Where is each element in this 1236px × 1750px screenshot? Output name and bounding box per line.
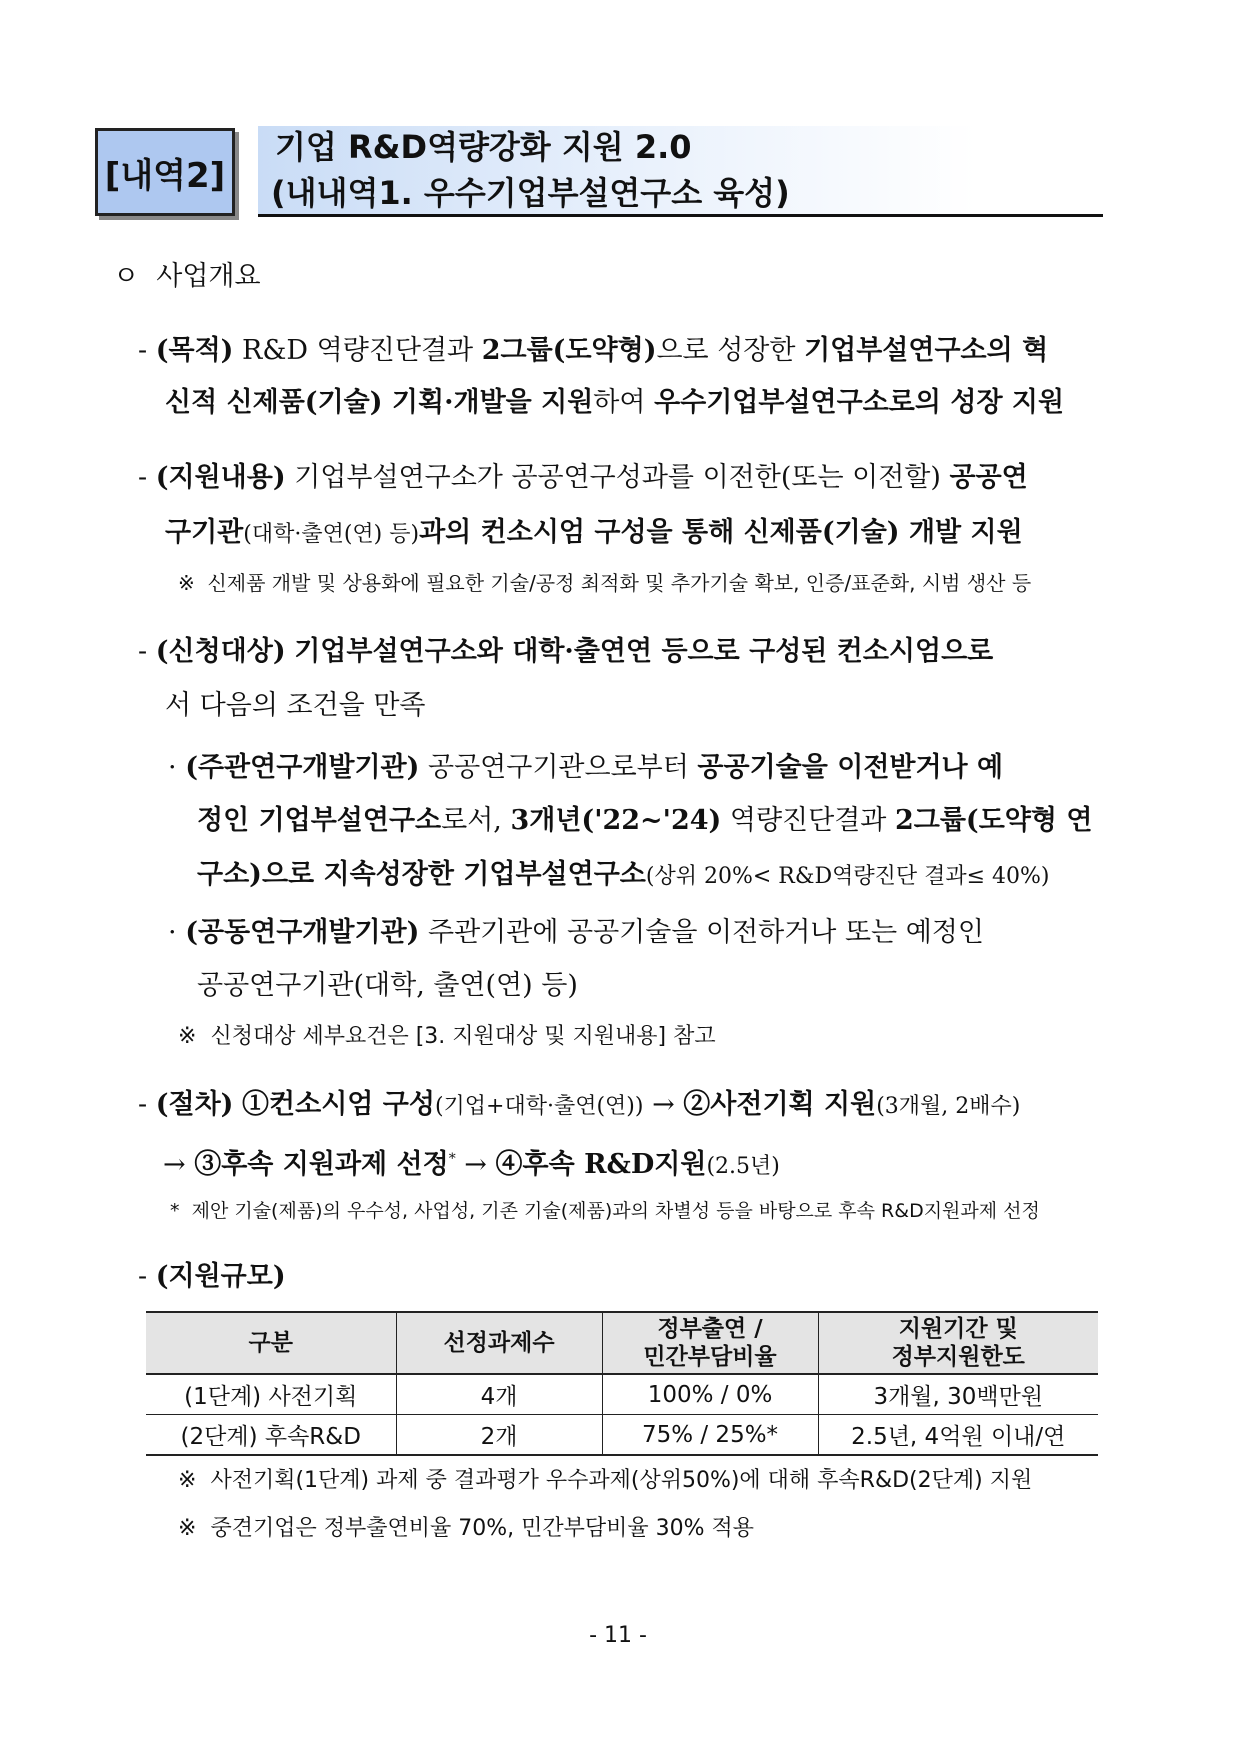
- lead-org-text: 역량진단결과: [729, 805, 887, 836]
- lead-org-text: 로서,: [441, 805, 502, 836]
- table-header: 선정과제수: [396, 1312, 602, 1374]
- table-cell: 4개: [396, 1374, 602, 1415]
- lead-org-line-2: [197, 801, 1092, 841]
- step-detail: (기업+대학·출연(연)): [434, 1094, 644, 1119]
- support-text-small: (대학·출연(연) 등): [243, 522, 420, 547]
- dash: -: [138, 636, 148, 667]
- table-row: [146, 1374, 1098, 1415]
- note-text: 중견기업은 정부출연비율 70%, 민간부담비율 30% 적용: [210, 1516, 754, 1541]
- scale-heading: [138, 1257, 286, 1297]
- table-cell: 3개월, 30백만원: [818, 1374, 1098, 1415]
- note-text: 신제품 개발 및 상용화에 필요한 기술/공정 최적화 및 추가기술 확보, 인증/표준화, 시범 생산 등: [207, 571, 1032, 595]
- lead-org-line-1: [168, 748, 1003, 788]
- purpose-text-bold: 우수기업부설연구소로의 성장 지원: [654, 387, 1065, 418]
- lead-org-text-bold: 구소)으로 지속성장한 기업부설연구소: [197, 859, 646, 890]
- procedure-label: (절차): [155, 1089, 234, 1120]
- purpose-text: 으로 성장한: [656, 335, 796, 366]
- dash: -: [138, 1089, 148, 1120]
- note-text: 사전기획(1단계) 과제 중 결과평가 우수과제(상위50%)에 대해 후속R&D(2단계) 지원: [210, 1468, 1033, 1493]
- lead-org-text-bold: 3개년('22~'24): [510, 805, 722, 836]
- note-mark: ※: [178, 1468, 197, 1493]
- joint-org-text: 공공연구기관(대학, 출연(연) 등): [197, 970, 578, 1001]
- purpose-text: R&D 역량진단결과: [242, 335, 474, 366]
- table-cell: (2단계) 후속R&D: [146, 1415, 396, 1456]
- table-cell: 2개: [396, 1415, 602, 1456]
- note-text: 신청대상 세부요건은 [3. 지원대상 및 지원내용] 참고: [210, 1024, 716, 1049]
- target-label: (신청대상): [155, 636, 286, 667]
- dash: -: [138, 1261, 148, 1292]
- purpose-text-bold: 기업부설연구소의 혁: [804, 335, 1049, 366]
- table-cell: 75% / 25%*: [602, 1415, 818, 1456]
- page-title: 기업 R&D역량강화 지원 2.0: [275, 128, 692, 166]
- table-header: 지원기간 및 정부지원한도: [818, 1312, 1098, 1374]
- support-text-bold: 공공연: [949, 462, 1028, 493]
- scale-label: (지원규모): [155, 1261, 286, 1292]
- step-label: 컨소시엄 구성: [269, 1089, 435, 1120]
- purpose-label: (목적): [155, 335, 234, 366]
- title-underline: [258, 214, 1103, 217]
- target-line-1: [138, 632, 993, 672]
- lead-org-text-small: (상위 20%< R&D역량진단 결과≤ 40%): [645, 864, 1050, 889]
- joint-org-line-2: [197, 966, 578, 1006]
- lead-org-text: 공공연구기관으로부터: [428, 752, 689, 783]
- lead-org-text-bold: 정인 기업부설연구소: [197, 805, 442, 836]
- footnote-marker: *: [448, 1151, 456, 1167]
- target-text-bold: 기업부설연구소와 대학·출연연 등으로 구성된 컨소시엄으로: [294, 636, 994, 667]
- target-note: [178, 1022, 716, 1052]
- middle-dot: ·: [168, 917, 177, 948]
- purpose-text-bold: 2그룹(도약형): [481, 335, 657, 366]
- lead-org-text-bold: 공공기술을 이전받거나 예: [697, 752, 1004, 783]
- section-heading: [113, 257, 261, 297]
- purpose-text-bold: 신적 신제품(기술) 기획·개발을 지원: [165, 387, 594, 418]
- procedure-line-2: [163, 1139, 780, 1187]
- step-label: 후속 R&D지원: [522, 1149, 707, 1180]
- step-number: ④: [495, 1149, 523, 1180]
- purpose-line-2: [165, 383, 1064, 423]
- table-header: 구분: [146, 1312, 396, 1374]
- procedure-line-1: [138, 1085, 1020, 1127]
- table-cell: (1단계) 사전기획: [146, 1374, 396, 1415]
- joint-org-label: (공동연구개발기관): [185, 917, 420, 948]
- support-scale-table: [146, 1311, 1098, 1456]
- lead-org-text-bold: 2그룹(도약형 연: [894, 805, 1093, 836]
- step-label: 사전기획 지원: [710, 1089, 877, 1120]
- support-line-1: [138, 458, 1028, 498]
- step-detail: (2.5년): [706, 1154, 780, 1179]
- target-line-2: [165, 686, 426, 726]
- scale-note-2: [178, 1514, 754, 1544]
- support-text-bold: 과의 컨소시엄 구성을 통해 신제품(기술) 개발 지원: [419, 517, 1023, 548]
- step-number: ②: [683, 1089, 711, 1120]
- purpose-line-1: [138, 331, 1048, 371]
- step-number: ①: [242, 1089, 270, 1120]
- support-note: [178, 568, 1031, 598]
- table-cell: 100% / 0%: [602, 1374, 818, 1415]
- procedure-note: [170, 1196, 1040, 1226]
- scale-note-1: [178, 1466, 1032, 1496]
- arrow-icon: →: [652, 1089, 675, 1120]
- lead-org-line-3: [197, 855, 1050, 897]
- note-mark: ※: [178, 1024, 197, 1049]
- arrow-icon: →: [464, 1149, 487, 1180]
- table-header: 정부출연 / 민간부담비율: [602, 1312, 818, 1374]
- step-label: 후속 지원과제 선정: [221, 1149, 449, 1180]
- support-text-bold: 구기관: [165, 517, 244, 548]
- dash: -: [138, 335, 148, 366]
- page-subtitle: (내내역1. 우수기업부설연구소 육성): [271, 174, 790, 212]
- arrow-icon: →: [163, 1149, 186, 1180]
- note-mark: *: [170, 1200, 180, 1222]
- purpose-text: 하여: [593, 387, 646, 418]
- section-bullet: ㅇ: [113, 261, 140, 292]
- note-text: 제안 기술(제품)의 우수성, 사업성, 기존 기술(제품)과의 차별성 등을 바탕으로 후속 R&D지원과제 선정: [191, 1200, 1040, 1222]
- page-number: - 11 -: [589, 1623, 647, 1648]
- support-line-2: [165, 513, 1023, 555]
- support-text: 기업부설연구소가 공공연구성과를 이전한(또는 이전할): [294, 462, 941, 493]
- table-row: [146, 1415, 1098, 1456]
- section-badge: [내역2]: [95, 128, 235, 216]
- table-cell: 2.5년, 4억원 이내/연: [818, 1415, 1098, 1456]
- dash: -: [138, 462, 148, 493]
- target-text: 서 다음의 조건을 만족: [165, 690, 426, 721]
- joint-org-text: 주관기관에 공공기술을 이전하거나 또는 예정인: [428, 917, 984, 948]
- step-number: ③: [194, 1149, 222, 1180]
- step-detail: (3개월, 2배수): [876, 1094, 1021, 1119]
- note-mark: ※: [178, 571, 195, 595]
- support-label: (지원내용): [155, 462, 286, 493]
- note-mark: ※: [178, 1516, 197, 1541]
- middle-dot: ·: [168, 752, 177, 783]
- lead-org-label: (주관연구개발기관): [185, 752, 420, 783]
- joint-org-line-1: [168, 913, 984, 953]
- table-header-row: [146, 1312, 1098, 1374]
- section-heading-text: 사업개요: [156, 261, 261, 292]
